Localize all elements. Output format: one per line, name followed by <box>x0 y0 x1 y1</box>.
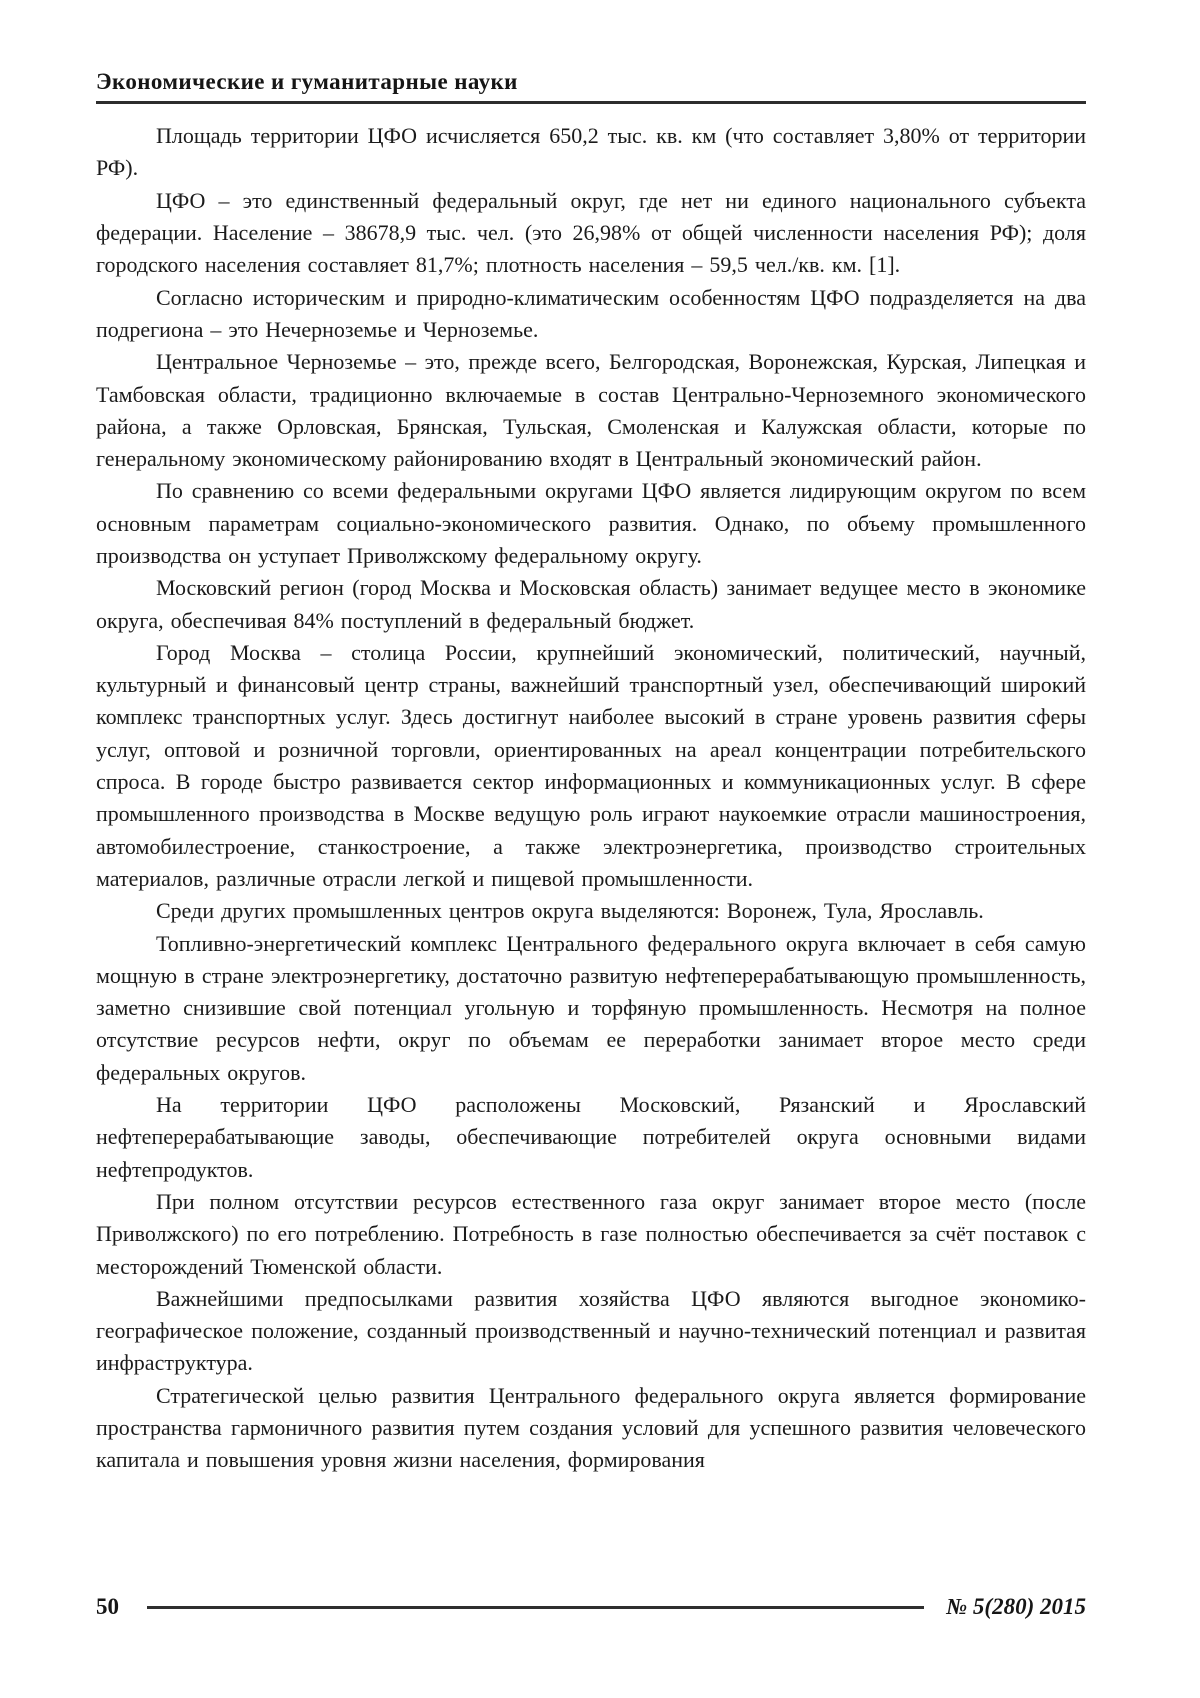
paragraph: Центральное Черноземье – это, прежде всего, Белгородская, Воронежская, Курская, Липецкая и Тамбовская области, традиционно включаемые в состав Центрально-Черноземного экономического района, а также Орловская, Брянская, Тульская, Смоленская и Калужская области, которые по генеральному экономическому районированию входят в Центральный экономический район. <box>96 349 1086 472</box>
issue-label: № 5(280) 2015 <box>946 1594 1086 1619</box>
paragraph: При полном отсутствии ресурсов естественного газа округ занимает второе место (после Приволжского) по его потреблению. Потребность в газе полностью обеспечивается за счёт поставок с месторождений Тюменской области. <box>96 1188 1086 1279</box>
paragraph: Стратегической целью развития Центрального федерального округа является формирование пространства гармоничного развития путем создания условий для успешного развития человеческого капитала и повышения уровня жизни населения, формирования <box>96 1382 1086 1473</box>
paragraph: Московский регион (город Москва и Московская область) занимает ведущее место в экономике округа, обеспечивая 84% поступлений в федеральный бюджет. <box>96 575 1086 633</box>
paragraph: Площадь территории ЦФО исчисляется 650,2 тыс. кв. км (что составляет 3,80% от территории РФ). <box>96 123 1086 181</box>
paragraph: На территории ЦФО расположены Московский, Рязанский и Ярославский нефтеперерабатывающие заводы, обеспечивающие потребителей округа основными видами нефтепродуктов. <box>96 1092 1086 1182</box>
paragraph: ЦФО – это единственный федеральный округ, где нет ни единого национального субъекта федерации. Население – 38678,9 тыс. чел. (это 26,98% от общей численности населения РФ); доля городского населения составляет 81,7%; плотность населения – 59,5 чел./кв. км. [1]. <box>96 187 1086 278</box>
page-number: 50 <box>96 1594 119 1619</box>
paragraph: Среди других промышленных центров округа выделяются: Воронеж, Тула, Ярославль. <box>156 898 984 924</box>
paragraph: Топливно-энергетический комплекс Центрального федерального округа включает в себя самую мощную в стране электроэнергетику, достаточно развитую нефтеперерабатывающую промышленность, заметно снизившие свой потенциал угольную и торфяную промышленность. Несмотря на полное отсутствие ресурсов нефти, округ по объемам ее переработки занимает второе место среди федеральных округов. <box>96 930 1086 1085</box>
paragraph: Важнейшими предпосылками развития хозяйства ЦФО являются выгодное экономико-географическое положение, созданный производственный и научно-технический потенциал и развитая инфраструктура. <box>96 1285 1086 1376</box>
article-body <box>96 120 1086 1476</box>
page-footer <box>96 1594 1086 1620</box>
paragraph: По сравнению со всеми федеральными округами ЦФО является лидирующим округом по всем основным параметрам социально-экономического развития. Однако, по объему промышленного производства он уступает Приволжскому федеральному округу. <box>96 478 1086 568</box>
journal-header <box>96 70 1086 104</box>
journal-header-title: Экономические и гуманитарные науки <box>96 69 518 94</box>
paragraph: Согласно историческим и природно-климатическим особенностям ЦФО подразделяется на два подрегиона – это Нечерноземье и Черноземье. <box>96 284 1086 342</box>
footer-divider <box>147 1606 924 1609</box>
paragraph: Город Москва – столица России, крупнейший экономический, политический, научный, культурный и финансовый центр страны, важнейший транспортный узел, обеспечивающий широкий комплекс транспортных услуг. Здесь достигнут наиболее высокий в стране уровень развития сферы услуг, оптовой и розничной торговли, ориентированных на ареал концентрации потребительского спроса. В городе быстро развивается сектор информационных и коммуникационных услуг. В сфере промышленного производства в Москве ведущую роль играют наукоемкие отрасли машиностроения, автомобилестроение, станкостроение, а также электроэнергетика, производство строительных материалов, различные отрасли легкой и пищевой промышленности. <box>96 639 1086 891</box>
